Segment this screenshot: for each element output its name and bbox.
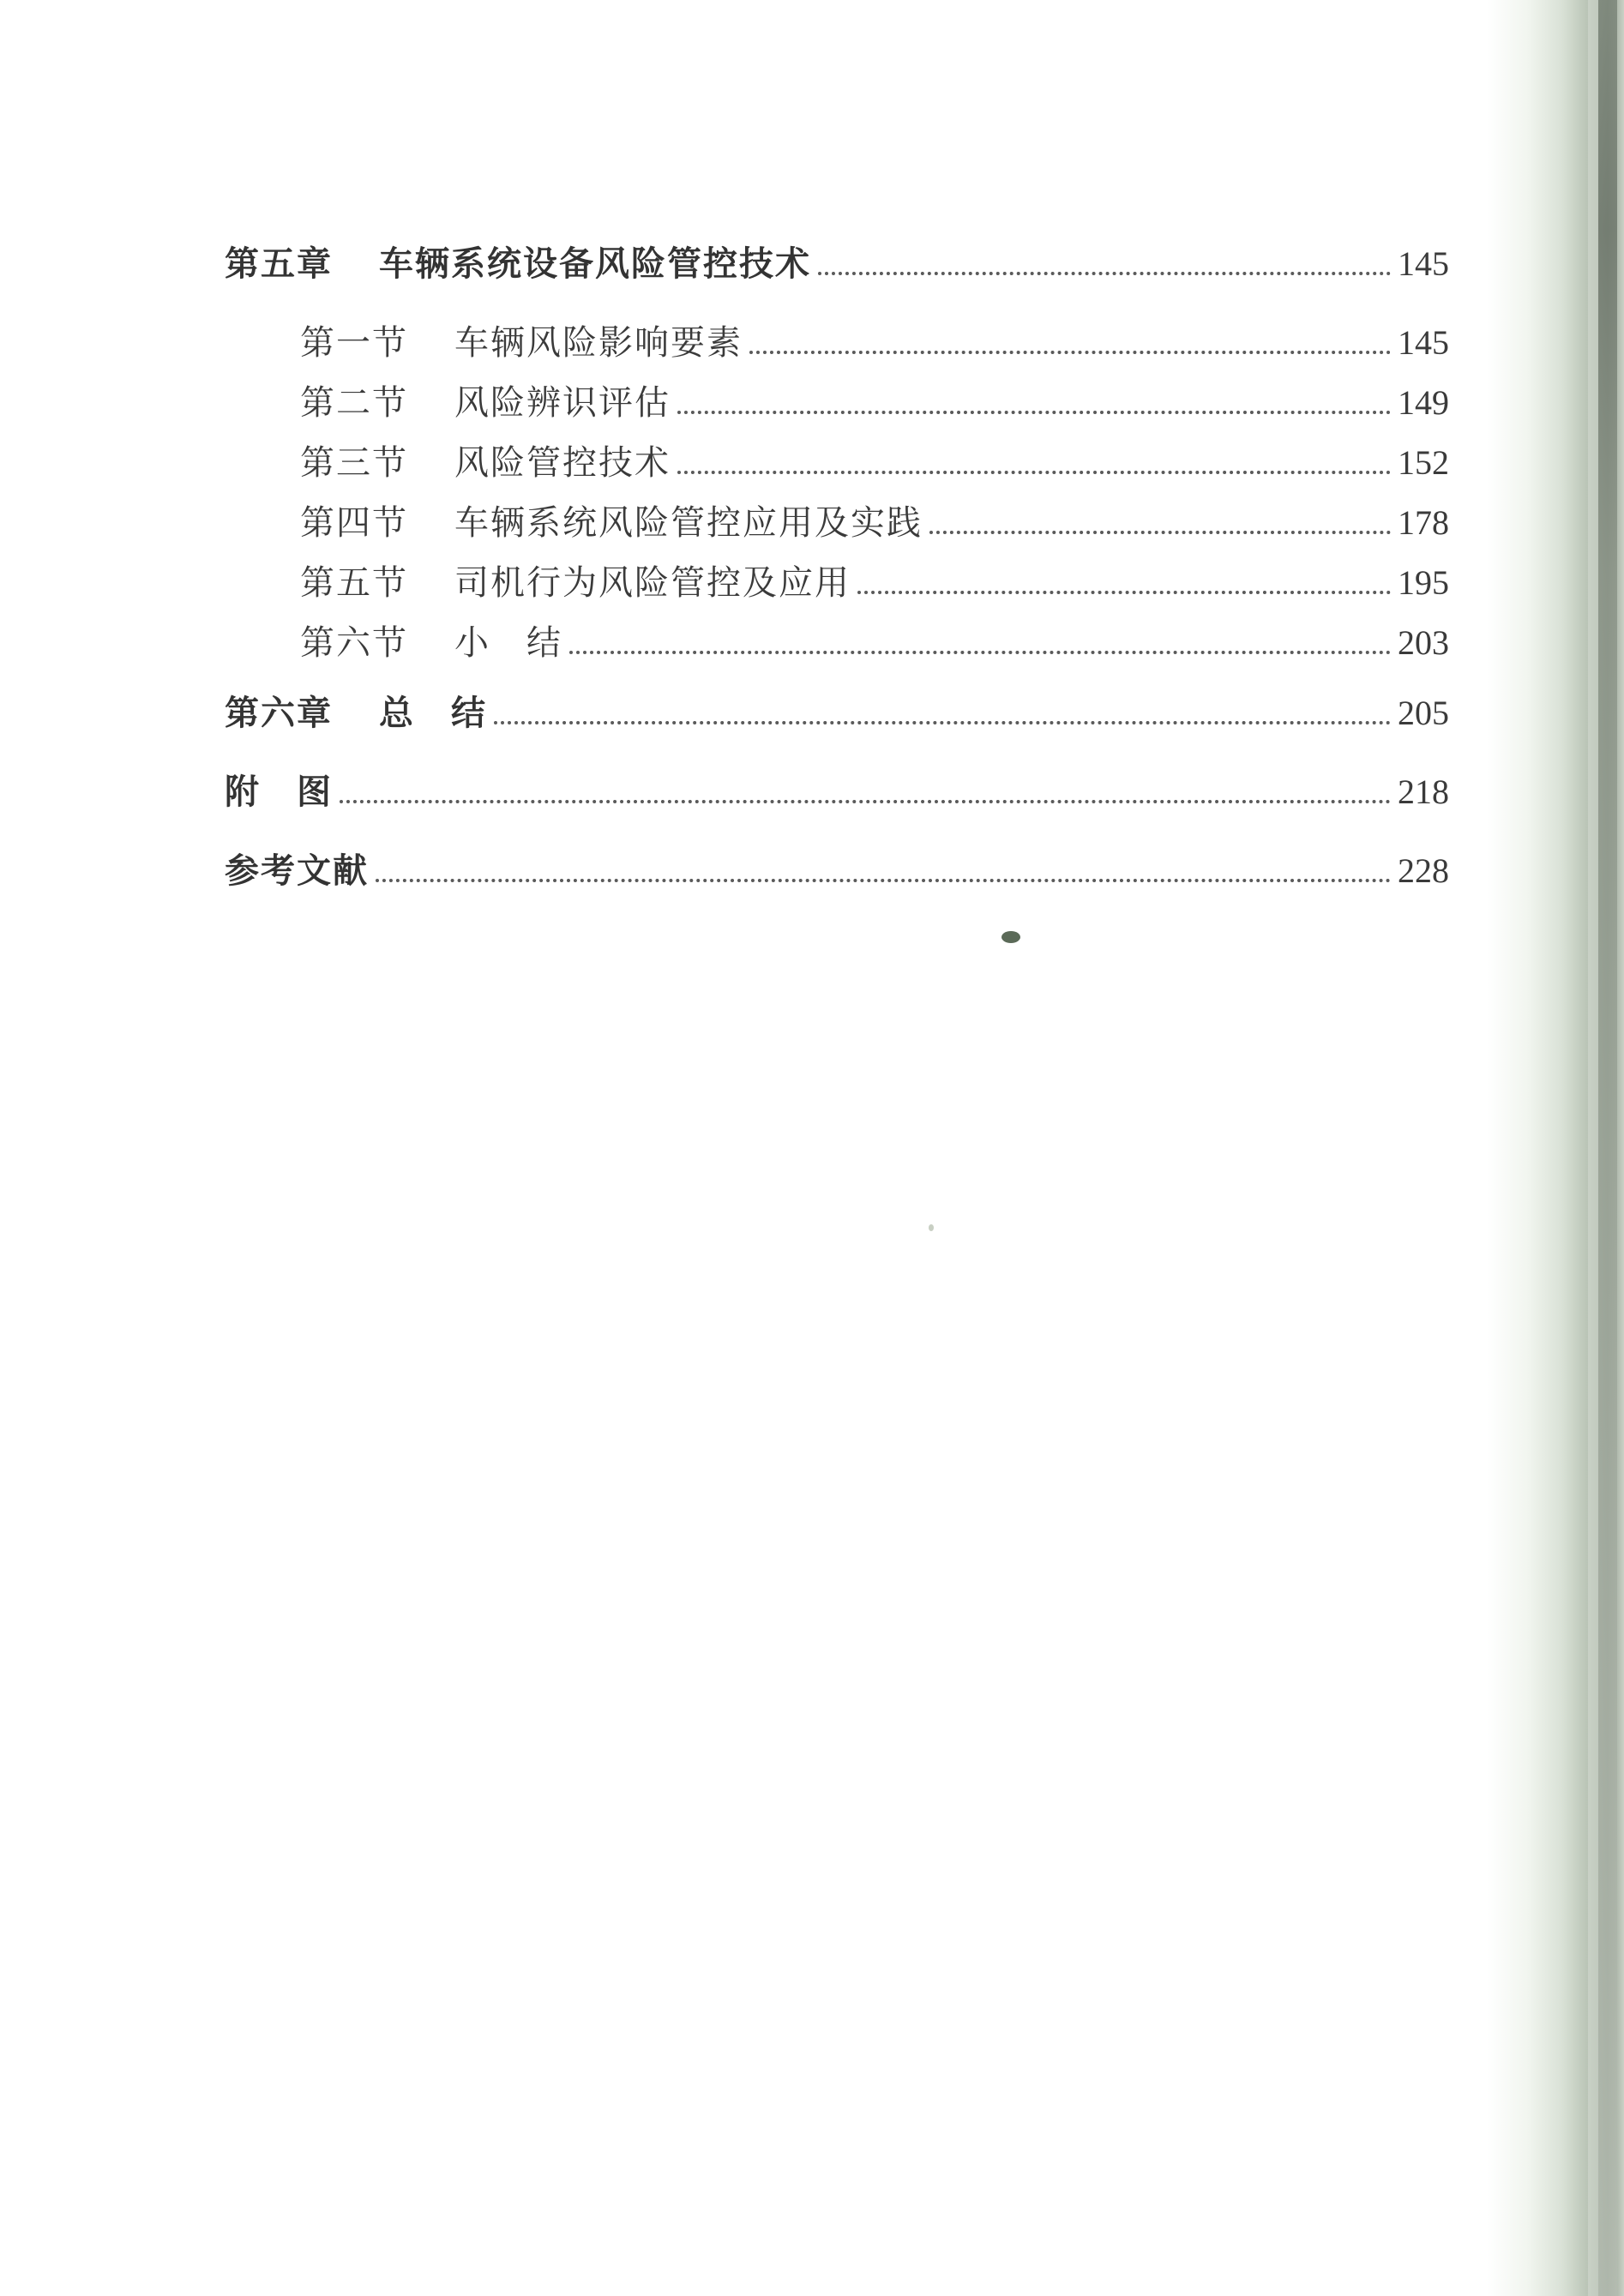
page-number: 218 bbox=[1398, 772, 1449, 811]
section-title: 车辆系统风险管控应用及实践 bbox=[454, 503, 923, 543]
section-number: 第一节 bbox=[300, 323, 408, 363]
toc-entry-section-5-5[interactable] bbox=[225, 556, 1449, 605]
dot-leader bbox=[857, 591, 1391, 594]
section-number: 第六节 bbox=[300, 623, 408, 663]
section-number: 第五节 bbox=[300, 563, 408, 603]
book-spine-strip bbox=[1588, 0, 1598, 2296]
section-title: 车辆风险影响要素 bbox=[454, 323, 743, 363]
dot-leader bbox=[569, 651, 1391, 654]
page-number: 145 bbox=[1398, 323, 1449, 362]
dot-leader bbox=[376, 879, 1391, 882]
toc-entry-section-5-3[interactable] bbox=[225, 436, 1449, 485]
chapter-title: 参考文献 bbox=[225, 850, 369, 891]
toc-entry-references[interactable] bbox=[225, 844, 1449, 893]
table-of-contents bbox=[225, 237, 1449, 923]
chapter-number: 第五章 bbox=[225, 243, 333, 284]
dot-leader bbox=[749, 351, 1391, 354]
dot-leader bbox=[929, 531, 1391, 534]
section-number: 第四节 bbox=[300, 503, 408, 543]
page-number: 203 bbox=[1398, 623, 1449, 662]
page-number: 178 bbox=[1398, 503, 1449, 542]
toc-entry-chapter-6[interactable] bbox=[225, 686, 1449, 736]
page-number: 205 bbox=[1398, 694, 1449, 732]
section-title: 小 结 bbox=[454, 623, 562, 663]
scan-speck bbox=[929, 1224, 934, 1231]
page-number: 149 bbox=[1398, 383, 1449, 422]
section-number: 第三节 bbox=[300, 443, 408, 483]
page-number: 145 bbox=[1398, 244, 1449, 283]
scan-speck bbox=[1001, 931, 1020, 943]
section-title: 风险管控技术 bbox=[454, 443, 671, 483]
section-title: 风险辨识评估 bbox=[454, 383, 671, 423]
dot-leader bbox=[677, 471, 1391, 474]
dot-leader bbox=[340, 800, 1391, 803]
page-number: 195 bbox=[1398, 563, 1449, 602]
toc-entry-section-5-6[interactable] bbox=[225, 616, 1449, 665]
chapter-number: 第六章 bbox=[225, 693, 333, 733]
toc-entry-section-5-4[interactable] bbox=[225, 496, 1449, 545]
toc-entry-chapter-5[interactable] bbox=[225, 237, 1449, 286]
section-number: 第二节 bbox=[300, 383, 408, 423]
chapter-title: 附 图 bbox=[225, 772, 333, 812]
toc-entry-section-5-2[interactable] bbox=[225, 376, 1449, 425]
page-number: 228 bbox=[1398, 851, 1449, 890]
toc-entry-section-5-1[interactable] bbox=[225, 316, 1449, 365]
toc-entry-appendix-figures[interactable] bbox=[225, 765, 1449, 814]
book-spine-edge bbox=[1598, 0, 1617, 2296]
dot-leader bbox=[818, 272, 1391, 275]
chapter-title: 车辆系统设备风险管控技术 bbox=[379, 243, 811, 284]
dot-leader bbox=[494, 721, 1391, 724]
page-number: 152 bbox=[1398, 443, 1449, 482]
dot-leader bbox=[677, 411, 1391, 414]
chapter-title: 总 结 bbox=[379, 693, 487, 733]
section-title: 司机行为风险管控及应用 bbox=[454, 563, 851, 603]
